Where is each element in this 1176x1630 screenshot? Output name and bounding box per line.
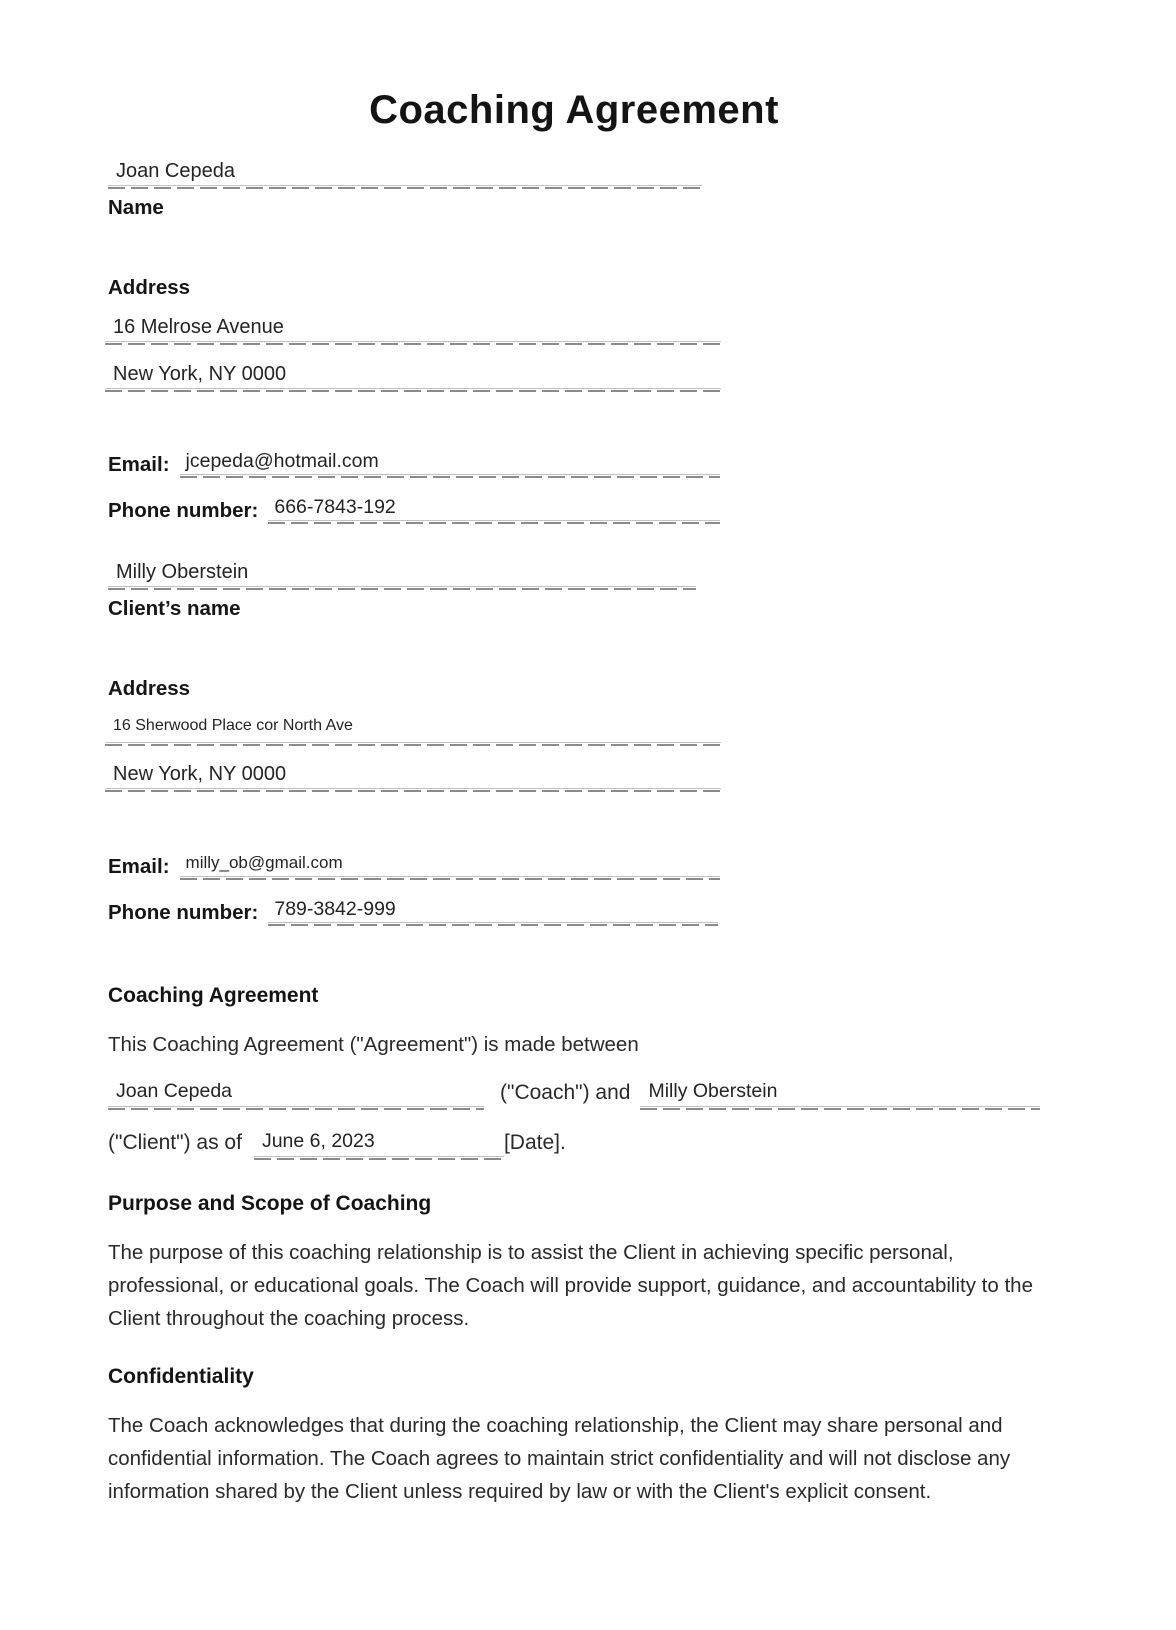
client-phone-label: Phone number: [108,901,259,924]
coach-phone-label: Phone number: [108,499,259,522]
coach-address-line1-value: 16 Melrose Avenue [113,316,284,338]
agreement-intro: This Coaching Agreement ("Agreement") is made between [108,1033,639,1056]
coach-address-line2-field [105,362,721,392]
client-name-label: Client’s name [108,597,241,620]
coach-name-value: Joan Cepeda [116,160,235,182]
coach-address-line1-field [105,315,721,345]
coach-email-value: jcepeda@hotmail.com [185,450,379,472]
agreement-client-name-blank [640,1078,1040,1110]
purpose-body: The purpose of this coaching relationship is to assist the Client in achieving specific personal, professional, or educational goals. The Coach will provide support, guidance, and accountability to the Client throughout the coaching process. [108,1241,1033,1330]
client-phone-underline [268,922,718,926]
confidentiality-heading: Confidentiality [108,1365,254,1388]
agreement-client-prefix: ("Client") as of [108,1131,242,1154]
agreement-coach-name-blank [108,1078,484,1110]
client-address-line2-value: New York, NY 0000 [113,763,287,785]
coach-email-label: Email: [108,453,170,476]
agreement-coach-name-underline [108,1106,484,1110]
agreement-date-blank [254,1128,504,1160]
client-address-line1-field [105,716,721,746]
coach-email-underline [180,474,720,478]
agreement-client-name-underline [640,1106,1040,1110]
agreement-coach-name-value: Joan Cepeda [116,1080,233,1102]
client-email-underline [180,876,720,880]
client-email-field [108,852,720,880]
coach-address-line2-value: New York, NY 0000 [113,363,287,385]
client-phone-value: 789-3842-999 [274,898,396,920]
agreement-coach-suffix: ("Coach") and [500,1081,631,1104]
coach-phone-field [108,496,720,524]
client-email-value: milly_ob@gmail.com [185,853,343,872]
coach-name-field [108,159,702,220]
client-name-value: Milly Oberstein [116,561,249,583]
client-address-line2-field [105,762,721,792]
document-title: Coaching Agreement [369,88,779,132]
client-email-label: Email: [108,855,170,878]
coach-phone-underline [268,520,720,524]
coach-address-line2-underline [105,388,721,392]
coach-email-field [108,450,720,478]
coach-phone-value: 666-7843-192 [274,496,396,518]
client-address-label: Address [108,677,191,700]
confidentiality-body: The Coach acknowledges that during the coaching relationship, the Client may share personal and confidential information. The Coach agrees to maintain strict confidentiality and will not disclose any information shared by the Client unless required by law or with the Client's explicit consent. [108,1414,1011,1503]
client-phone-field [108,898,718,926]
agreement-date-underline [254,1156,504,1160]
agreement-date-row [108,1128,1040,1160]
coach-address-line1-underline [105,341,721,345]
purpose-heading: Purpose and Scope of Coaching [108,1192,432,1215]
coach-address-label: Address [108,276,191,299]
client-name-underline [108,586,696,590]
agreement-heading: Coaching Agreement [108,984,319,1007]
coach-name-label: Name [108,196,164,219]
client-name-field [108,560,696,621]
agreement-parties-row [108,1078,1040,1110]
client-address-line2-underline [105,788,721,792]
agreement-date-suffix: [Date]. [503,1131,566,1154]
client-address-line1-underline [105,742,721,746]
agreement-date-value: June 6, 2023 [261,1130,375,1152]
client-address-line1-value: 16 Sherwood Place cor North Ave [113,717,353,734]
agreement-client-name-value: Milly Oberstein [648,1080,778,1102]
coach-name-underline [108,185,702,189]
